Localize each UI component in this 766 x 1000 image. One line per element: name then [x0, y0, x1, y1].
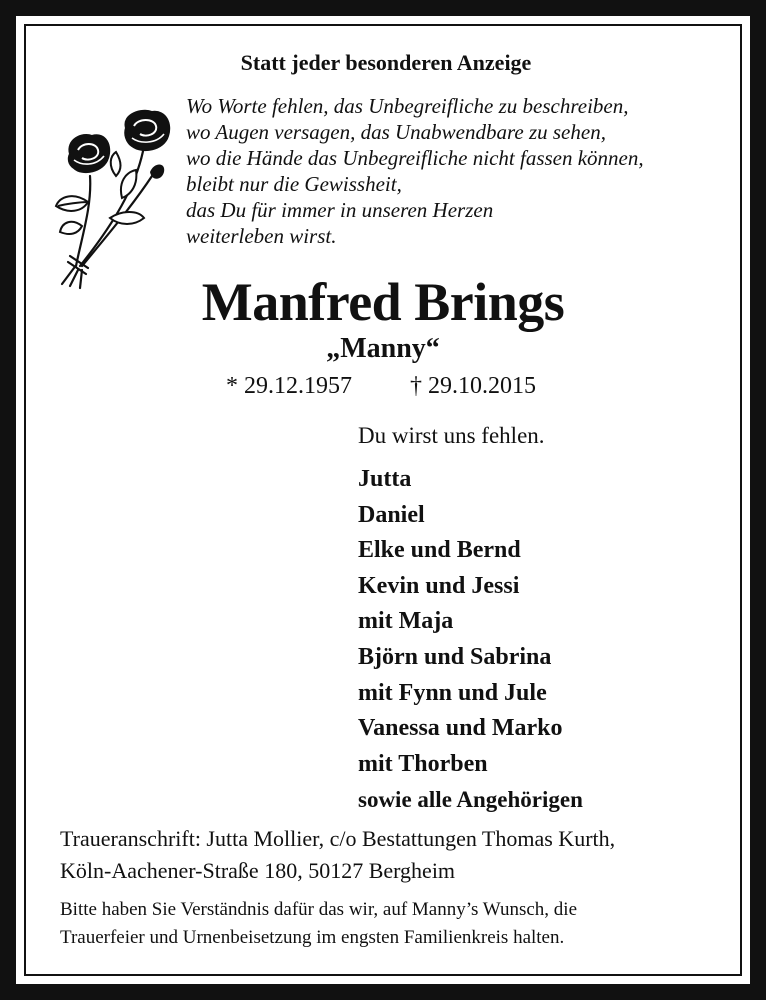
mourner: Björn und Sabrina: [358, 643, 552, 670]
mourner: sowie alle Angehörigen: [358, 787, 583, 813]
mourner: Vanessa und Marko: [358, 715, 563, 742]
mourner: Jutta: [358, 466, 412, 492]
mourner: Elke und Bernd: [358, 537, 521, 564]
mourner: Kevin und Jessi: [358, 572, 520, 599]
poem-line: wo Augen versagen, das Unabwendbare zu sehen,: [186, 120, 606, 144]
mourning-address: [60, 823, 615, 887]
note-line: Trauerfeier und Urnenbeisetzung im engsten Familienkreis halten.: [60, 927, 565, 948]
roses-icon: [52, 106, 182, 296]
poem-line: bleibt nur die Gewissheit,: [186, 172, 402, 196]
deceased-name: Manfred Brings: [201, 272, 565, 332]
note-line: Bitte haben Sie Verständnis dafür das wir, auf Manny’s Wunsch, die: [60, 899, 578, 920]
mourners-list: [358, 462, 583, 818]
poem-line: das Du für immer in unseren Herzen: [186, 198, 494, 222]
mourner: mit Thorben: [358, 750, 488, 777]
farewell-text: Du wirst uns fehlen.: [358, 423, 545, 448]
funeral-note: [60, 896, 577, 952]
poem-line: weiterleben wirst.: [186, 224, 337, 248]
mourner: Daniel: [358, 501, 425, 528]
death-date: † 29.10.2015: [410, 373, 536, 399]
poem-line: Wo Worte fehlen, das Unbegreifliche zu beschreiben,: [186, 94, 629, 118]
poem-line: wo die Hände das Unbegreifliche nicht fassen können,: [186, 146, 644, 170]
nickname: „Manny“: [326, 333, 440, 364]
mourner: mit Maja: [358, 608, 454, 635]
notice-heading: Statt jeder besonderen Anzeige: [240, 50, 532, 75]
mourner: mit Fynn und Jule: [358, 679, 547, 706]
address-line: Traueranschrift: Jutta Mollier, c/o Bestattungen Thomas Kurth,: [60, 826, 616, 851]
address-line: Köln-Aachener-Straße 180, 50127 Bergheim: [60, 858, 456, 883]
poem: [186, 93, 726, 249]
birth-date: * 29.12.1957: [226, 373, 352, 399]
